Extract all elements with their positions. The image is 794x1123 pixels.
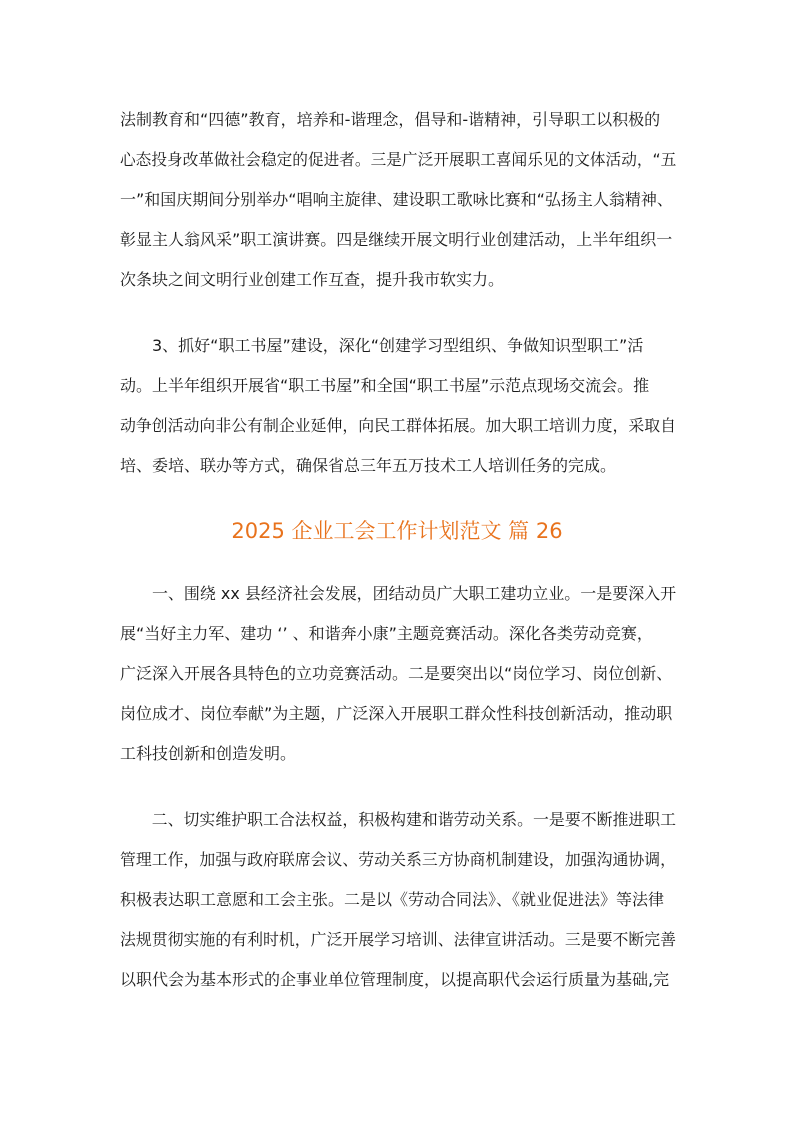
text-line: 广泛深入开展各具特色的立功竞赛活动。二是要突出以“岗位学习、岗位创新、 bbox=[120, 664, 673, 683]
text-line: 工科技创新和创造发明。 bbox=[120, 744, 297, 763]
text-line: 法规贯彻实施的有利时机，广泛开展学习培训、法律宣讲活动。三是要不断完善 bbox=[120, 930, 677, 949]
text-line: 彰显主人翁风采”职工演讲赛。四是继续开展文明行业创建活动，上半年组织一 bbox=[120, 230, 673, 249]
text-line: 心态投身改革做社会稳定的促进者。三是广泛开展职工喜闻乐见的文体活动，“五 bbox=[120, 150, 677, 169]
text-line: 以职代会为基本形式的企事业单位管理制度，以提高职代会运行质量为基础,完 bbox=[120, 970, 670, 989]
text-line: 展“当好主力军、建功 ‘’ 、和谐奔小康”主题竞赛活动。深化各类劳动竞赛， bbox=[120, 624, 653, 643]
text-line: 岗位成才、岗位奉献”为主题，广泛深入开展职工群众性科技创新活动，推动职 bbox=[120, 704, 673, 723]
text-line: 一、围绕 xx 县经济社会发展，团结动员广大职工建功立业。一是要深入开 bbox=[120, 584, 677, 603]
text-line: 一”和国庆期间分别举办“唱响主旋律、建设职工歌咏比赛和“弘扬主人翁精神、 bbox=[120, 190, 673, 209]
text-line: 动。上半年组织开展省“职工书屋”和全国“职工书屋”示范点现场交流会。推 bbox=[120, 376, 650, 395]
text-line: 培、委培、联办等方式，确保省总三年五万技术工人培训任务的完成。 bbox=[120, 456, 617, 475]
text-line: 二、切实维护职工合法权益，积极构建和谐劳动关系。一是要不断推进职工 bbox=[120, 810, 677, 829]
text-line: 3、抓好“职工书屋”建设，深化“创建学习型组织、争做知识型职工”活 bbox=[120, 336, 644, 355]
text-line: 法制教育和“四德”教育，培养和-谐理念，倡导和-谐精神，引导职工以积极的 bbox=[120, 110, 661, 129]
text-line: 积极表达职工意愿和工会主张。二是以《劳动合同法》、《就业促进法》等法律 bbox=[120, 890, 665, 909]
text-line: 管理工作，加强与政府联席会议、劳动关系三方协商机制建设，加强沟通协调， bbox=[120, 850, 677, 869]
text-line: 次条块之间文明行业创建工作互查，提升我市软实力。 bbox=[120, 270, 505, 289]
text-line: 动争创活动向非公有制企业延伸，向民工群体拓展。加大职工培训力度，采取自 bbox=[120, 416, 677, 435]
section-heading: 2025 企业工会工作计划范文 篇 26 bbox=[231, 519, 563, 543]
